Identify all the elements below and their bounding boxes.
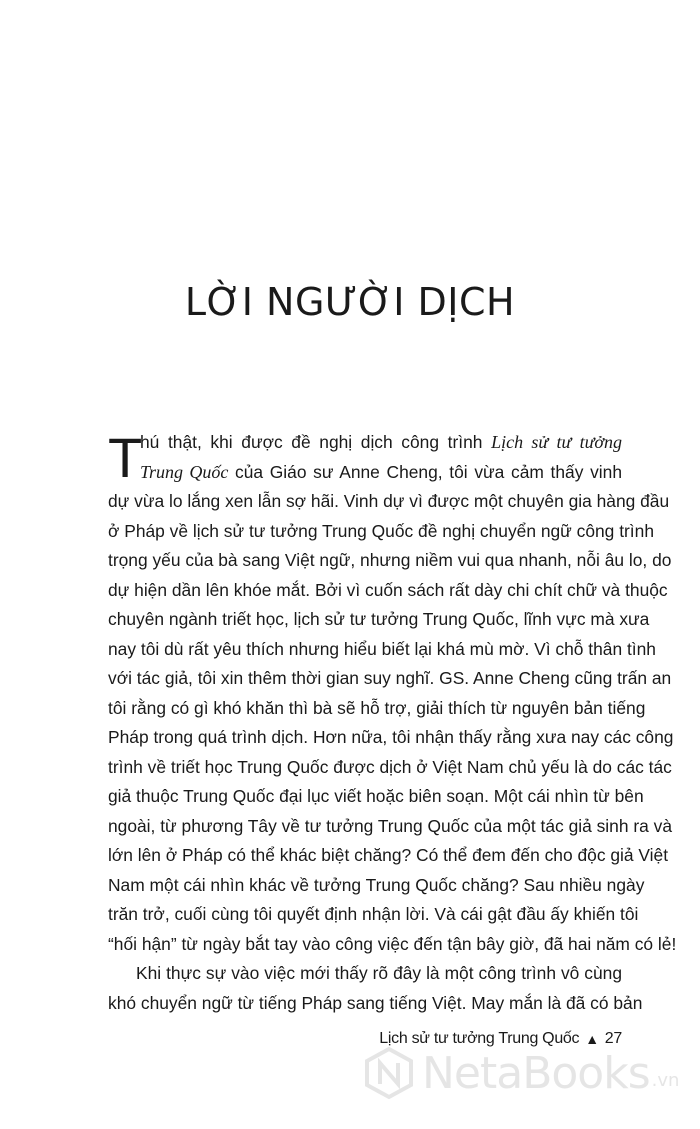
text-line: Nam một cái nhìn khác về tưởng Trung Quốc chăng? Sau nhiều ngày — [108, 874, 645, 895]
text-line: Khi thực sự vào việc mới thấy rõ đây là một công trình vô cùng — [136, 963, 622, 983]
text-line: trình về triết học Trung Quốc được dịch ở Việt Nam chủ yếu là do các tác — [108, 756, 672, 777]
watermark — [362, 1046, 679, 1100]
text-line: với tác giả, tôi xin thêm thời gian suy nghĩ. GS. Anne Cheng cũng trấn an — [108, 668, 672, 688]
page-number: 27 — [604, 1030, 622, 1047]
footer-book-title: Lịch sử tư tưởng Trung Quốc — [379, 1030, 580, 1047]
text-line: Pháp trong quá trình dịch. Hơn nữa, tôi nhận thấy rằng xưa nay các công — [108, 727, 674, 747]
text-line: nay tôi dù rất yêu thích nhưng hiểu biết lại khá mù mờ. Vì chỗ thân tình — [108, 638, 656, 659]
text-line: giả thuộc Trung Quốc đại lục viết hoặc biên soạn. Một cái nhìn từ bên — [108, 786, 644, 806]
triangle-marker-icon: ▲ — [585, 1031, 599, 1047]
hexagon-n-logo-icon — [362, 1046, 416, 1100]
chapter-title: LỜI NGƯỜI DỊCH — [184, 280, 516, 324]
drop-cap: T — [108, 426, 143, 489]
text-line: ngoài, từ phương Tây về tư tưởng Trung Quốc của một tác giả sinh ra và — [108, 815, 673, 836]
text-line: lớn lên ở Pháp có thể khác biệt chăng? Có thể đem đến cho độc giả Việt — [108, 845, 669, 865]
text-line: dự hiện dần lên khóe mắt. Bởi vì cuốn sách rất dày chi chít chữ và thuộc — [108, 579, 668, 600]
text-line: trọng yếu của bà sang Việt ngữ, nhưng niềm vui qua nhanh, nỗi âu lo, do — [108, 550, 672, 570]
text-line: dự vừa lo lắng xen lẫn sợ hãi. Vinh dự vì được một chuyên gia hàng đầu — [108, 491, 670, 511]
text-line: Trung Quốc của Giáo sư Anne Cheng, tôi vừa cảm thấy vinh — [140, 461, 622, 482]
watermark-brand: NetaBooks — [422, 1047, 650, 1099]
text-line: khó chuyển ngữ từ tiếng Pháp sang tiếng Việt. May mắn là đã có bản — [108, 992, 643, 1013]
text-line: tôi rằng có gì khó khăn thì bà sẽ hỗ trợ, giải thích từ nguyên bản tiếng — [108, 697, 646, 718]
text-line: hú thật, khi được đề nghị dịch công trình Lịch sử tư tưởng — [140, 432, 622, 452]
watermark-suffix: .vn — [651, 1069, 680, 1091]
text-line: trăn trở, cuối cùng tôi quyết định nhận lời. Và cái gật đầu ấy khiến tôi — [108, 904, 639, 924]
body-text — [108, 426, 677, 1018]
text-line: chuyên ngành triết học, lịch sử tư tưởng Trung Quốc, lĩnh vực mà xưa — [108, 609, 650, 629]
text-line: ở Pháp về lịch sử tư tưởng Trung Quốc đề nghị chuyển ngữ công trình — [108, 520, 654, 541]
text-line: “hối hận” từ ngày bắt tay vào công việc đến tận bây giờ, đã hai năm có lẻ! — [108, 933, 677, 954]
